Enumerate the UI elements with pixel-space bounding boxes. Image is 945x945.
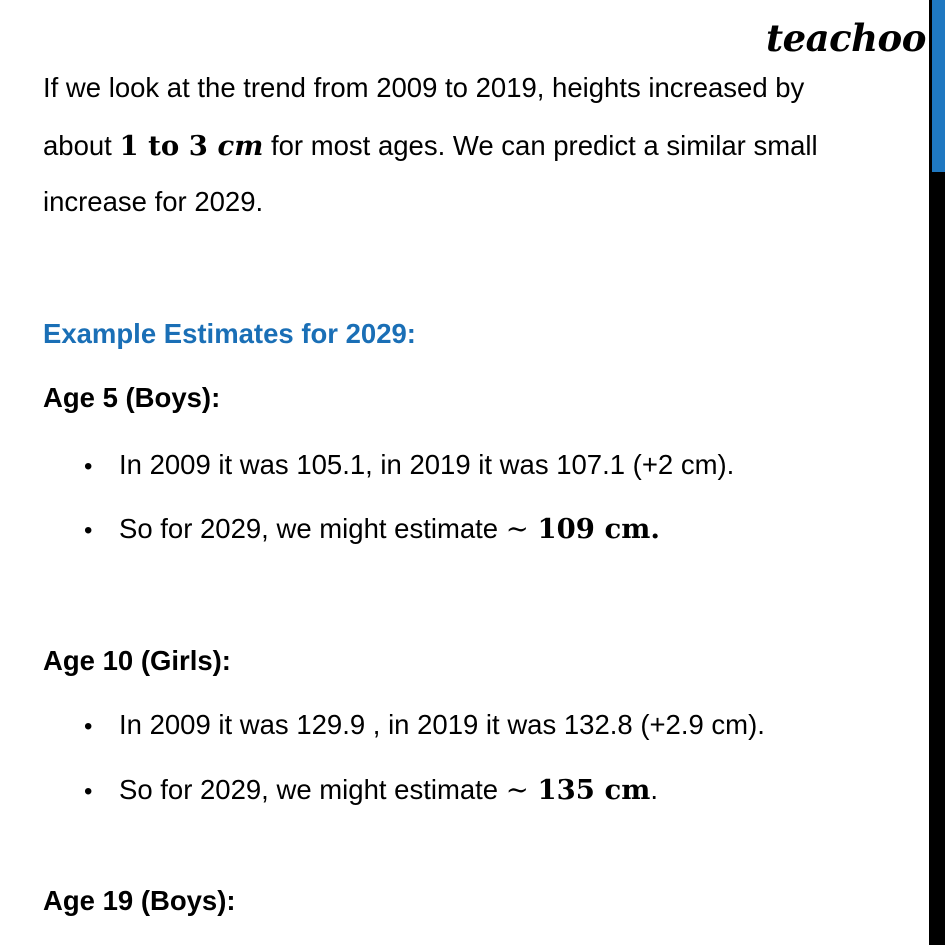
example-heading-age19: Age 19 (Boys): (43, 885, 236, 916)
bullet-text: In 2009 it was 105.1, in 2019 it was 107.1 (+2 cm). (119, 449, 735, 480)
bullet-text-post: . (650, 774, 658, 805)
intro-line-3: increase for 2029. (43, 186, 264, 217)
estimate-value: 109 cm. (537, 513, 660, 545)
tilde-symbol: ∼ (505, 774, 538, 806)
intro-range-math: 1 to 3 (119, 130, 218, 162)
bullet-text: In 2009 it was 129.9 , in 2019 it was 132.8 (+2.9 cm). (119, 709, 765, 740)
example-heading-age5: Age 5 (Boys): (43, 382, 221, 413)
bullet-item (84, 445, 734, 487)
scrollbar-thumb[interactable] (932, 0, 945, 172)
estimate-value: 135 cm (537, 774, 651, 806)
example-heading-age10: Age 10 (Girls): (43, 645, 231, 676)
bullet-item (84, 509, 660, 551)
intro-line-1: If we look at the trend from 2009 to 2019, heights increased by (43, 72, 805, 103)
intro-line-2 (43, 126, 818, 166)
bullet-dot-icon: • (84, 778, 93, 805)
bullet-item (84, 770, 658, 812)
intro-line-2-pre: about (43, 130, 120, 161)
bullet-dot-icon: • (84, 517, 93, 544)
section-heading: Example Estimates for 2029: (43, 318, 416, 349)
bullet-item (84, 705, 765, 747)
tilde-symbol: ∼ (505, 513, 538, 545)
bullet-dot-icon: • (84, 713, 93, 740)
intro-line-2-post: for most ages. We can predict a similar small (263, 130, 818, 161)
intro-unit-math: cm (217, 130, 264, 162)
bullet-dot-icon: • (84, 453, 93, 480)
bullet-text: So for 2029, we might estimate (119, 774, 506, 805)
teachoo-logo: teachoo (766, 16, 926, 60)
bullet-text: So for 2029, we might estimate (119, 513, 506, 544)
